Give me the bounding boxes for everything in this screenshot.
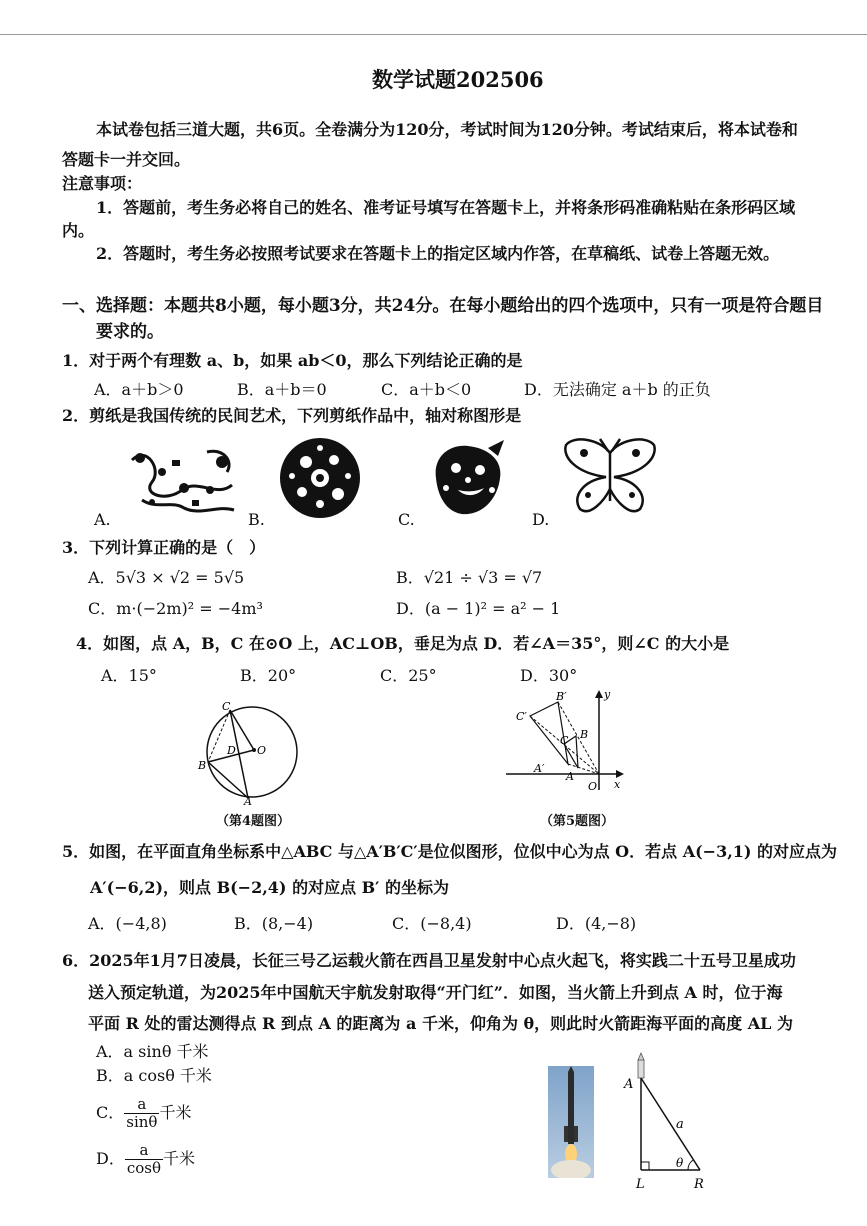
q6-triangle-figure — [618, 1052, 714, 1192]
q6-option-c-fraction — [124, 1096, 159, 1131]
q5-option-d: D．(4,−8) — [556, 914, 637, 933]
q2-option-a: A. — [94, 510, 111, 529]
q3-option-a: A．5√3 × √2 = 5√5 — [88, 568, 245, 587]
q1-option-b: B．a＋b＝0 — [237, 380, 327, 399]
q5-label-y: y — [604, 688, 611, 701]
q6-option-c-numerator: a — [124, 1096, 159, 1114]
q6-option-c — [96, 1093, 191, 1133]
q6-option-c-label: C． — [96, 1103, 125, 1122]
q4-option-d: D．30° — [520, 666, 578, 685]
q5-label-a: A — [566, 770, 574, 783]
q5-coordinate-figure — [506, 686, 630, 794]
q5-label-b-prime: B′ — [556, 690, 567, 703]
note-1a: 1．答题前，考生务必将自己的姓名、准考证号填写在答题卡上，并将条形码准确粘贴在条形码区域 — [96, 198, 796, 217]
q1-option-a: A．a＋b＞0 — [94, 380, 184, 399]
q5-label-c-prime: C′ — [516, 710, 527, 723]
note-2: 2．答题时，考生务必按照考试要求在答题卡上的指定区域内作答，在草稿纸、试卷上答题无效。 — [96, 244, 780, 263]
q4-option-c: C．25° — [380, 666, 437, 685]
section-1-heading-b: 要求的。 — [96, 322, 164, 342]
round-papercut-image — [276, 432, 364, 524]
q2-option-c: C. — [398, 510, 415, 529]
q5-option-a: A．(−4,8) — [88, 914, 167, 933]
q5-label-b: B — [580, 728, 589, 741]
q6-stem-line-1: 6．2025年1月7日凌晨，长征三号乙运载火箭在西昌卫星发射中心点火起飞，将实践二十五号卫星成功 — [62, 951, 796, 970]
q6-option-d-label: D． — [96, 1149, 125, 1168]
q4-circle-figure — [196, 696, 302, 806]
q3-option-c: C．m·(−2m)² = −4m³ — [88, 599, 263, 618]
q6-option-b: B．a cosθ 千米 — [96, 1066, 212, 1085]
notice-label: 注意事项： — [62, 174, 143, 193]
q1-option-d: D．无法确定 a＋b 的正负 — [524, 380, 711, 399]
q1-stem: 1．对于两个有理数 a、b，如果 ab＜0，那么下列结论正确的是 — [62, 351, 523, 370]
q4-option-b: B．20° — [240, 666, 297, 685]
q6-option-d-fraction — [125, 1142, 163, 1177]
paper-title: 数学试题202506 — [372, 67, 544, 92]
q5-label-x: x — [614, 778, 621, 791]
q4-stem: 4．如图，点 A，B，C 在⊙O 上，AC⊥OB，垂足为点 D．若∠A＝35°，则∠C 的大小是 — [76, 634, 730, 653]
q6-label-a: A — [624, 1077, 634, 1092]
q2-option-b: B. — [248, 510, 265, 529]
q5-label-c: C — [560, 734, 569, 747]
dragon-papercut-image — [122, 440, 247, 520]
q2-option-d: D. — [532, 510, 550, 529]
q6-option-a: A．a sinθ 千米 — [96, 1042, 209, 1061]
q5-label-o: O — [588, 780, 598, 793]
q4-label-o: O — [257, 744, 267, 757]
q6-option-c-unit: 千米 — [159, 1103, 192, 1122]
q4-option-a: A．15° — [101, 666, 157, 685]
q6-label-l: L — [636, 1177, 645, 1192]
q5-stem-line-1: 5．如图，在平面直角坐标系中△ABC 与△A′B′C′是位似图形，位似中心为点 O．若点 A(−3,1) 的对应点为 — [62, 842, 838, 861]
q6-option-c-denominator: sinθ — [126, 1113, 158, 1131]
q6-option-d-denominator: cosθ — [126, 1159, 162, 1177]
q4-label-c: C — [222, 700, 231, 713]
q6-label-side-a: a — [676, 1117, 684, 1132]
intro-line-2: 答题卡一并交回。 — [62, 150, 191, 169]
q4-label-d: D — [227, 744, 236, 757]
top-rule — [0, 34, 867, 35]
q3-option-b: B．√21 ÷ √3 = √7 — [396, 568, 543, 587]
intro-line-1: 本试卷包括三道大题，共6页。全卷满分为120分，考试时间为120分钟。考试结束后，将本试卷和 — [96, 120, 798, 139]
rocket-photo — [548, 1066, 594, 1178]
section-1-heading-a: 一、选择题：本题共8小题，每小题3分，共24分。在每小题给出的四个选项中，只有一项是符合题目 — [62, 296, 824, 316]
q4-label-b: B — [198, 759, 207, 772]
q5-stem-line-2: A′(−6,2)，则点 B(−2,4) 的对应点 B′ 的坐标为 — [90, 878, 449, 897]
q6-option-d-numerator: a — [125, 1142, 163, 1160]
q4-label-a: A — [244, 795, 252, 806]
q5-caption: （第5题图） — [540, 814, 615, 829]
q5-option-b: B．(8,−4) — [234, 914, 314, 933]
q6-option-d — [96, 1139, 195, 1179]
q3-option-d: D．(a − 1)² = a² − 1 — [396, 599, 561, 618]
q6-option-d-unit: 千米 — [163, 1149, 196, 1168]
lion-papercut-image — [428, 438, 508, 520]
q5-option-c: C．(−8,4) — [392, 914, 472, 933]
note-1b: 内。 — [62, 221, 95, 240]
q2-stem: 2．剪纸是我国传统的民间艺术，下列剪纸作品中，轴对称图形是 — [62, 406, 522, 425]
q4-caption: （第4题图） — [216, 814, 291, 829]
q6-stem-line-2: 送入预定轨道，为2025年中国航天宇航发射取得“开门红”．如图，当火箭上升到点 A 时，位于海 — [88, 983, 783, 1002]
q3-stem: 3．下列计算正确的是（ ） — [62, 538, 266, 557]
q6-label-r: R — [694, 1177, 704, 1192]
butterfly-papercut-image — [562, 435, 658, 517]
q1-option-c: C．a＋b＜0 — [381, 380, 472, 399]
q6-stem-line-3: 平面 R 处的雷达测得点 R 到点 A 的距离为 a 千米，仰角为 θ，则此时火箭距海平面的高度 AL 为 — [88, 1014, 793, 1033]
q5-label-a-prime: A′ — [534, 762, 545, 775]
q6-label-theta: θ — [676, 1156, 684, 1170]
